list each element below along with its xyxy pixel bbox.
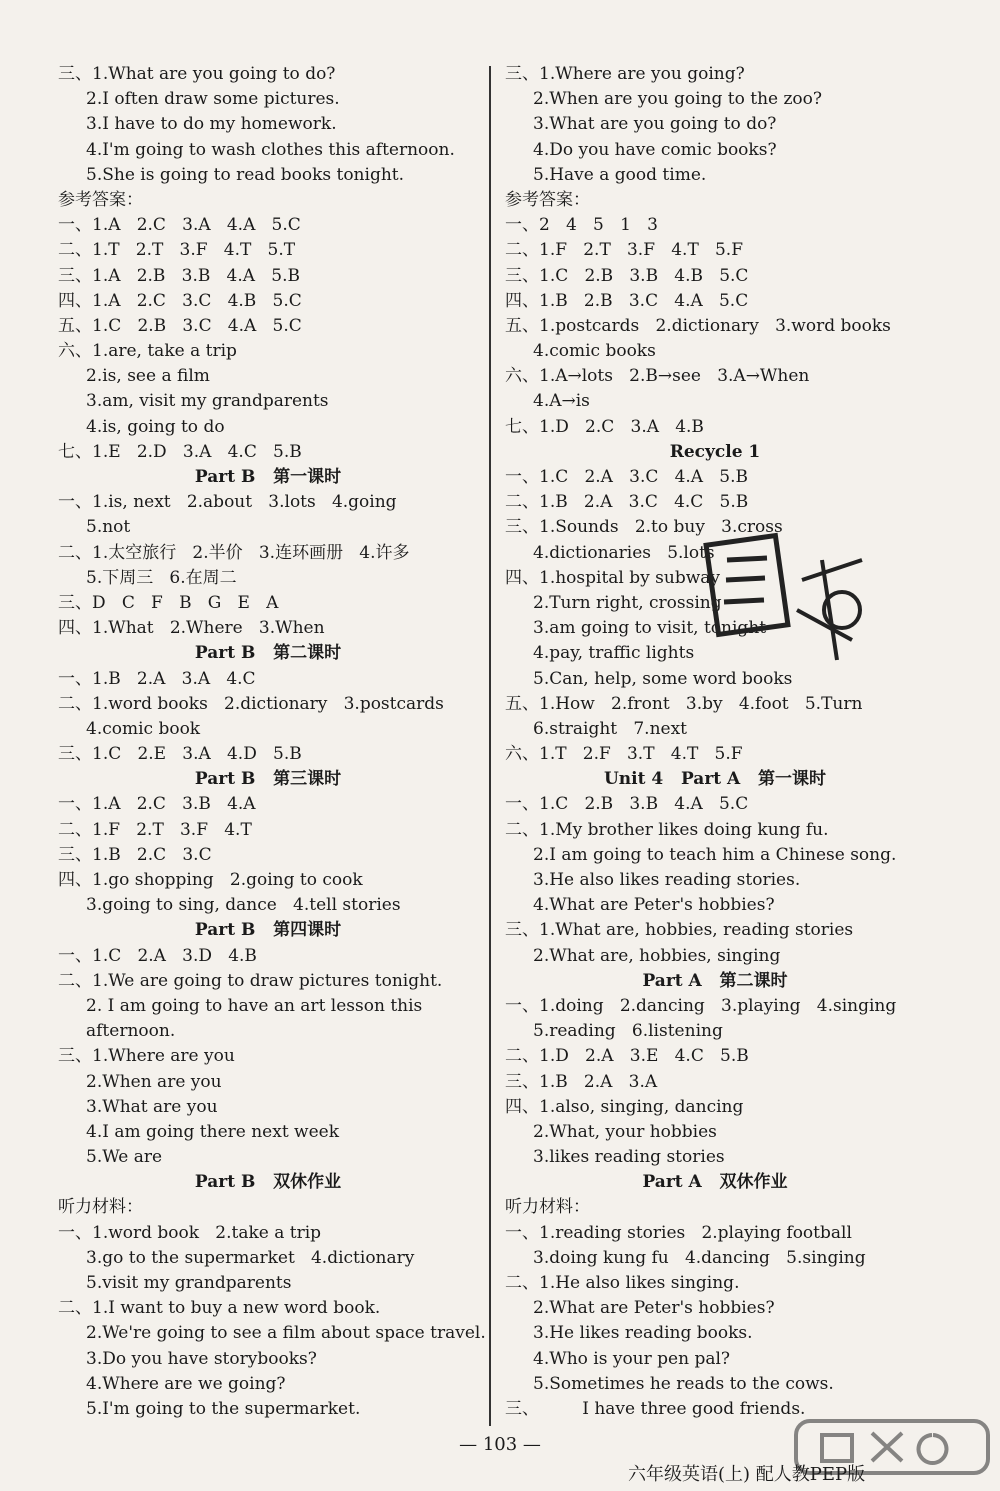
answer-line: 二、1.He also likes singing.: [505, 1273, 740, 1293]
section-heading: Part B 第二课时: [194, 643, 342, 664]
answer-line: 五、1.C 2.B 3.C 4.A 5.C: [58, 315, 302, 336]
stamp-icon: [702, 520, 882, 680]
answer-line: 一、1.B 2.A 3.A 4.C: [58, 668, 256, 689]
answer-line: 一、1.A 2.C 3.A 4.A 5.C: [58, 215, 301, 236]
answer-line: 3.am going to visit, tonight: [533, 618, 767, 639]
answer-line: 5.下周三 6.在周二: [86, 567, 237, 588]
answer-line: 5.Can, help, some word books: [533, 668, 793, 689]
answer-line: 二、1.太空旅行 2.半价 3.连环画册 4.许多: [58, 542, 410, 563]
section-heading: Part A 双休作业: [642, 1172, 788, 1193]
answer-line: 三、 I have three good friends.: [505, 1398, 806, 1419]
answer-line: 3.Do you have storybooks?: [86, 1348, 317, 1369]
answer-line: 2.What are, hobbies, singing: [533, 945, 781, 966]
answer-line: 一、1.word book 2.take a trip: [58, 1222, 322, 1243]
answer-line: 3.What are you: [86, 1096, 218, 1117]
answer-line: 四、1.also, singing, dancing: [505, 1096, 744, 1117]
answer-line: 参考答案：: [505, 189, 590, 210]
answer-line: 二、1.F 2.T 3.F 4.T 5.F: [505, 240, 744, 261]
section-heading: Part B 双休作业: [194, 1172, 342, 1193]
answer-line: 六、1.A→lots 2.B→see 3.A→When: [505, 366, 810, 387]
answer-line: 2.What, your hobbies: [533, 1121, 717, 1142]
answer-line: 2. I am going to have an art lesson this: [86, 995, 423, 1016]
section-heading: Recycle 1: [669, 441, 761, 462]
answer-line: 2.I am going to teach him a Chinese song.: [533, 844, 897, 865]
answer-line: 七、1.D 2.C 3.A 4.B: [505, 416, 704, 437]
answer-line: 2.is, see a film: [86, 366, 210, 387]
answer-line: 一、1.doing 2.dancing 3.playing 4.singing: [505, 995, 897, 1016]
answer-line: 5.visit my grandparents: [86, 1273, 292, 1293]
answer-line: 3.going to sing, dance 4.tell stories: [86, 895, 401, 916]
answer-line: 4.Do you have comic books?: [533, 139, 777, 160]
answer-line: 三、1.What are you going to do?: [58, 64, 336, 84]
answer-line: 5.Have a good time.: [533, 164, 707, 185]
answer-line: 3.doing kung fu 4.dancing 5.singing: [533, 1247, 866, 1268]
answer-line: 三、1.Sounds 2.to buy 3.cross: [505, 517, 783, 538]
answer-line: 2.I often draw some pictures.: [86, 89, 340, 110]
answer-line: 2.Turn right, crossing: [533, 592, 722, 613]
answer-line: 3.He also likes reading stories.: [533, 870, 801, 890]
answer-line: 2.We're going to see a film about space travel.: [86, 1323, 486, 1344]
column-divider: [489, 66, 491, 1426]
answer-line: 二、1.B 2.A 3.C 4.C 5.B: [505, 492, 749, 513]
answer-line: 三、1.Where are you going?: [505, 64, 745, 84]
right-column: [505, 62, 925, 1422]
answer-line: 三、1.C 2.E 3.A 4.D 5.B: [58, 744, 302, 765]
section-heading: Part B 第四课时: [194, 920, 342, 941]
answer-line: 4.Who is your pen pal?: [533, 1348, 731, 1369]
answer-line: 二、1.We are going to draw pictures tonight.: [58, 970, 443, 991]
section-heading: Part B 第一课时: [194, 467, 342, 487]
answer-line: 3.go to the supermarket 4.dictionary: [86, 1247, 415, 1268]
answer-line: 3.I have to do my homework.: [86, 114, 337, 135]
answer-line: 四、1.A 2.C 3.C 4.B 5.C: [58, 290, 302, 311]
answer-line: 5.Sometimes he reads to the cows.: [533, 1373, 834, 1394]
answer-line: 6.straight 7.next: [533, 718, 687, 739]
answer-line: 四、1.B 2.B 3.C 4.A 5.C: [505, 290, 749, 311]
answer-line: 一、1.C 2.A 3.C 4.A 5.B: [505, 467, 749, 487]
answer-line: 三、1.A 2.B 3.B 4.A 5.B: [58, 265, 300, 286]
answer-line: 五、1.postcards 2.dictionary 3.word books: [505, 315, 891, 336]
answer-line: 参考答案：: [58, 189, 143, 210]
answer-line: 4.is, going to do: [86, 416, 225, 437]
answer-line: 4.pay, traffic lights: [533, 643, 695, 664]
answer-line: 二、1.T 2.T 3.F 4.T 5.T: [58, 240, 296, 261]
answer-line: 二、1.F 2.T 3.F 4.T: [58, 819, 252, 840]
answer-line: 一、1.A 2.C 3.B 4.A: [58, 794, 256, 815]
answer-line: 4.I am going there next week: [86, 1121, 340, 1142]
answer-line: 3.What are you going to do?: [533, 114, 777, 135]
answer-line: 4.comic book: [86, 718, 201, 739]
answer-line: 二、1.word books 2.dictionary 3.postcards: [58, 693, 444, 714]
answer-line: 5.We are: [86, 1147, 163, 1168]
answer-line: 听力材料：: [58, 1197, 143, 1218]
answer-line: 四、1.hospital by subway: [505, 567, 720, 588]
answer-line: 二、1.D 2.A 3.E 4.C 5.B: [505, 1046, 749, 1067]
section-heading: Unit 4 Part A 第一课时: [603, 769, 826, 790]
section-heading: Part B 第三课时: [194, 769, 342, 790]
answer-line: 一、2 4 5 1 3: [505, 215, 658, 236]
answer-line: 四、1.What 2.Where 3.When: [58, 618, 325, 639]
section-heading: Part A 第二课时: [642, 970, 788, 991]
answer-line: 一、1.C 2.A 3.D 4.B: [58, 945, 257, 966]
answer-line: afternoon.: [86, 1021, 176, 1042]
answer-line: 4.What are Peter's hobbies?: [533, 895, 775, 916]
answer-line: 4.comic books: [533, 341, 656, 362]
answer-line: 五、1.How 2.front 3.by 4.foot 5.Turn: [505, 693, 863, 714]
answer-line: 听力材料：: [505, 1197, 590, 1218]
page-number: — 103 —: [459, 1434, 541, 1455]
answer-line: 三、1.C 2.B 3.B 4.B 5.C: [505, 265, 749, 286]
answer-line: 一、1.C 2.B 3.B 4.A 5.C: [505, 794, 749, 815]
answer-line: 七、1.E 2.D 3.A 4.C 5.B: [58, 441, 302, 462]
answer-line: 三、1.B 2.C 3.C: [58, 844, 212, 865]
answer-line: 六、1.are, take a trip: [58, 341, 237, 362]
answer-line: 一、1.reading stories 2.playing football: [505, 1222, 852, 1243]
answer-line: 六、1.T 2.F 3.T 4.T 5.F: [505, 744, 743, 765]
answer-line: 三、1.Where are you: [58, 1046, 235, 1067]
answer-line: 4.A→is: [533, 391, 590, 412]
footer-book-label: 六年级英语(上) 配人教PEP版: [628, 1464, 866, 1485]
answer-line: 5.I'm going to the supermarket.: [86, 1398, 361, 1419]
answer-line: 4.Where are we going?: [86, 1373, 286, 1394]
answer-line: 2.When are you: [86, 1071, 222, 1092]
answer-line: 5.not: [86, 517, 131, 538]
answer-line: 四、1.go shopping 2.going to cook: [58, 870, 363, 890]
answer-line: 一、1.is, next 2.about 3.lots 4.going: [58, 492, 397, 513]
answer-line: 三、1.What are, hobbies, reading stories: [505, 920, 854, 941]
answer-line: 2.What are Peter's hobbies?: [533, 1298, 775, 1319]
answer-line: 4.dictionaries 5.lots: [533, 542, 715, 563]
answer-line: 二、1.I want to buy a new word book.: [58, 1298, 381, 1319]
answer-line: 3.am, visit my grandparents: [86, 391, 329, 412]
answer-line: 三、1.B 2.A 3.A: [505, 1071, 658, 1092]
answer-line: 5.reading 6.listening: [533, 1021, 723, 1042]
answer-line: 二、1.My brother likes doing kung fu.: [505, 819, 829, 840]
answer-line: 3.He likes reading books.: [533, 1323, 753, 1344]
answer-line: 5.She is going to read books tonight.: [86, 164, 405, 185]
answer-line: 4.I'm going to wash clothes this afternoon.: [86, 139, 455, 160]
answer-line: 三、D C F B G E A: [58, 592, 279, 613]
answer-line: 2.When are you going to the zoo?: [533, 89, 823, 110]
left-column: [58, 62, 486, 1422]
answer-line: 3.likes reading stories: [533, 1147, 725, 1168]
